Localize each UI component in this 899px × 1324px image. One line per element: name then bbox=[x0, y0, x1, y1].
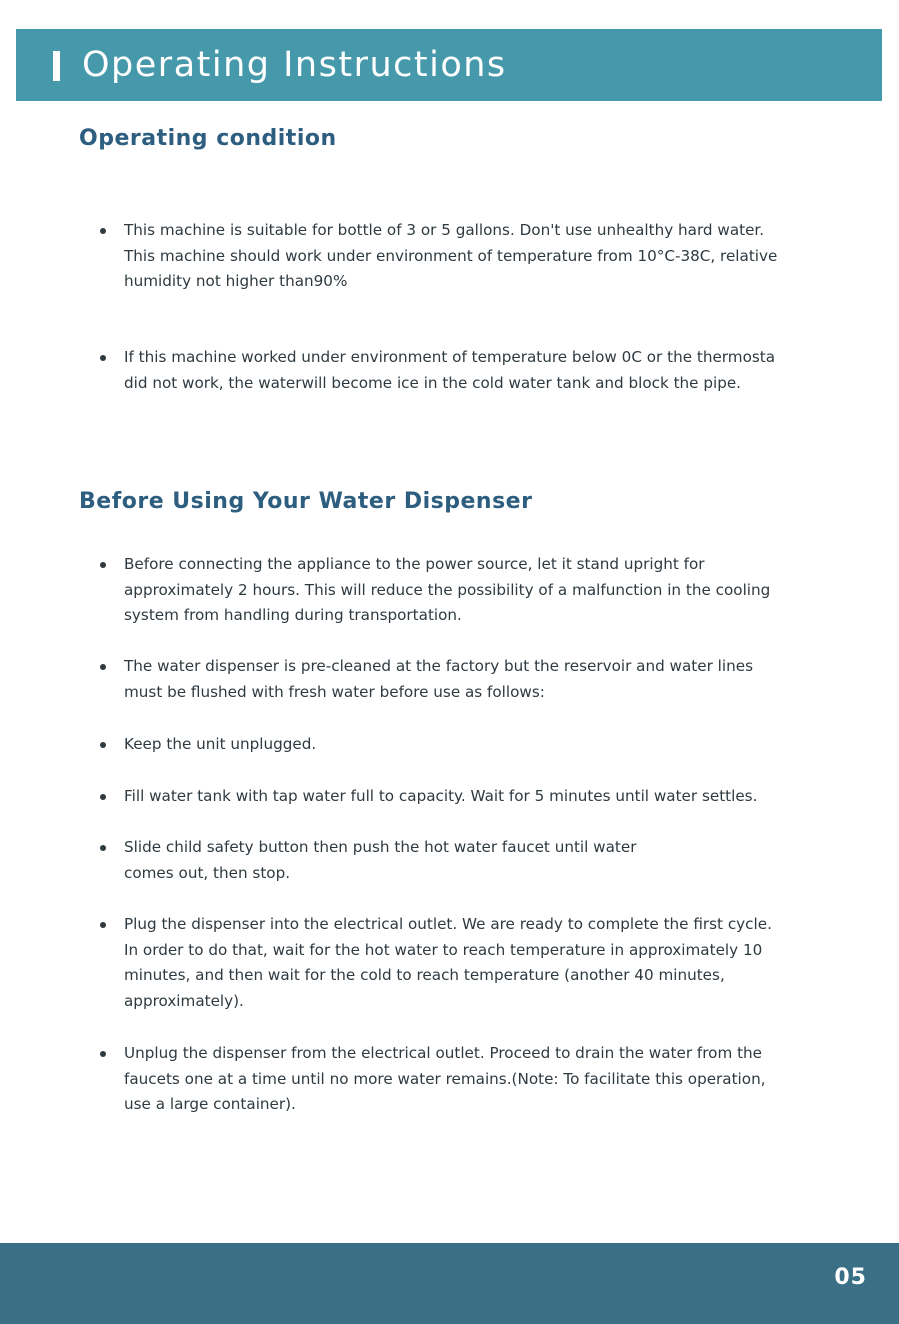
bullet-icon bbox=[100, 845, 106, 851]
text-line: Before connecting the appliance to the power source, let it stand upright for bbox=[124, 555, 705, 573]
list-item bbox=[124, 732, 844, 758]
text-line: humidity not higher than90% bbox=[124, 272, 348, 290]
bullet-icon bbox=[100, 742, 106, 748]
footer-band bbox=[0, 1243, 899, 1324]
bullet-icon bbox=[100, 1051, 106, 1057]
text-line: If this machine worked under environment of temperature below 0C or the thermosta bbox=[124, 348, 776, 366]
text-line: Plug the dispenser into the electrical outlet. We are ready to complete the first cycle. bbox=[124, 915, 772, 933]
bullet-icon bbox=[100, 922, 106, 928]
bullet-icon bbox=[100, 228, 106, 234]
text-line: minutes, and then wait for the cold to reach temperature (another 40 minutes, bbox=[124, 966, 725, 984]
text-line: approximately). bbox=[124, 991, 244, 1010]
text-line: Fill water tank with tap water full to capacity. Wait for 5 minutes until water settles. bbox=[124, 787, 758, 805]
page-number: 05 bbox=[834, 1265, 867, 1290]
text-line: faucets one at a time until no more water remains.(Note: To facilitate this operation, bbox=[124, 1069, 766, 1088]
text-line: did not work, the waterwill become ice in the cold water tank and block the pipe. bbox=[124, 373, 742, 392]
bullet-icon bbox=[100, 664, 106, 670]
text-line: The water dispenser is pre-cleaned at the factory but the reservoir and water lines bbox=[124, 657, 753, 675]
bullet-icon bbox=[100, 562, 106, 568]
bullet-icon bbox=[100, 794, 106, 800]
list-item bbox=[124, 345, 844, 396]
bullet-icon bbox=[100, 355, 106, 361]
header-accent-bar bbox=[53, 51, 60, 81]
text-line: must be flushed with fresh water before use as follows: bbox=[124, 682, 545, 701]
list-item bbox=[124, 552, 844, 629]
section-heading-operating-condition: Operating condition bbox=[79, 126, 337, 151]
list-item bbox=[124, 784, 844, 810]
header-banner bbox=[16, 29, 882, 101]
text-line: approximately 2 hours. This will reduce the possibility of a malfunction in the cooling bbox=[124, 580, 771, 599]
list-item bbox=[124, 912, 844, 1014]
text-line: use a large container). bbox=[124, 1095, 296, 1113]
text-line: This machine is suitable for bottle of 3 or 5 gallons. Don't use unhealthy hard water. bbox=[124, 221, 765, 239]
list-item bbox=[124, 654, 844, 705]
text-line: Slide child safety button then push the hot water faucet until water bbox=[124, 838, 637, 856]
text-line: Keep the unit unplugged. bbox=[124, 735, 317, 753]
list-item bbox=[124, 218, 844, 295]
page-title: Operating Instructions bbox=[82, 45, 507, 85]
text-line: comes out, then stop. bbox=[124, 863, 291, 882]
text-line: This machine should work under environment of temperature from 10°C-38C, relative bbox=[124, 246, 778, 265]
list-item bbox=[124, 1041, 844, 1118]
section-heading-before-using: Before Using Your Water Dispenser bbox=[79, 489, 533, 514]
list-item bbox=[124, 835, 844, 886]
text-line: system from handling during transportation. bbox=[124, 606, 462, 624]
text-line: Unplug the dispenser from the electrical outlet. Proceed to drain the water from the bbox=[124, 1044, 762, 1062]
text-line: In order to do that, wait for the hot water to reach temperature in approximately 10 bbox=[124, 940, 763, 959]
